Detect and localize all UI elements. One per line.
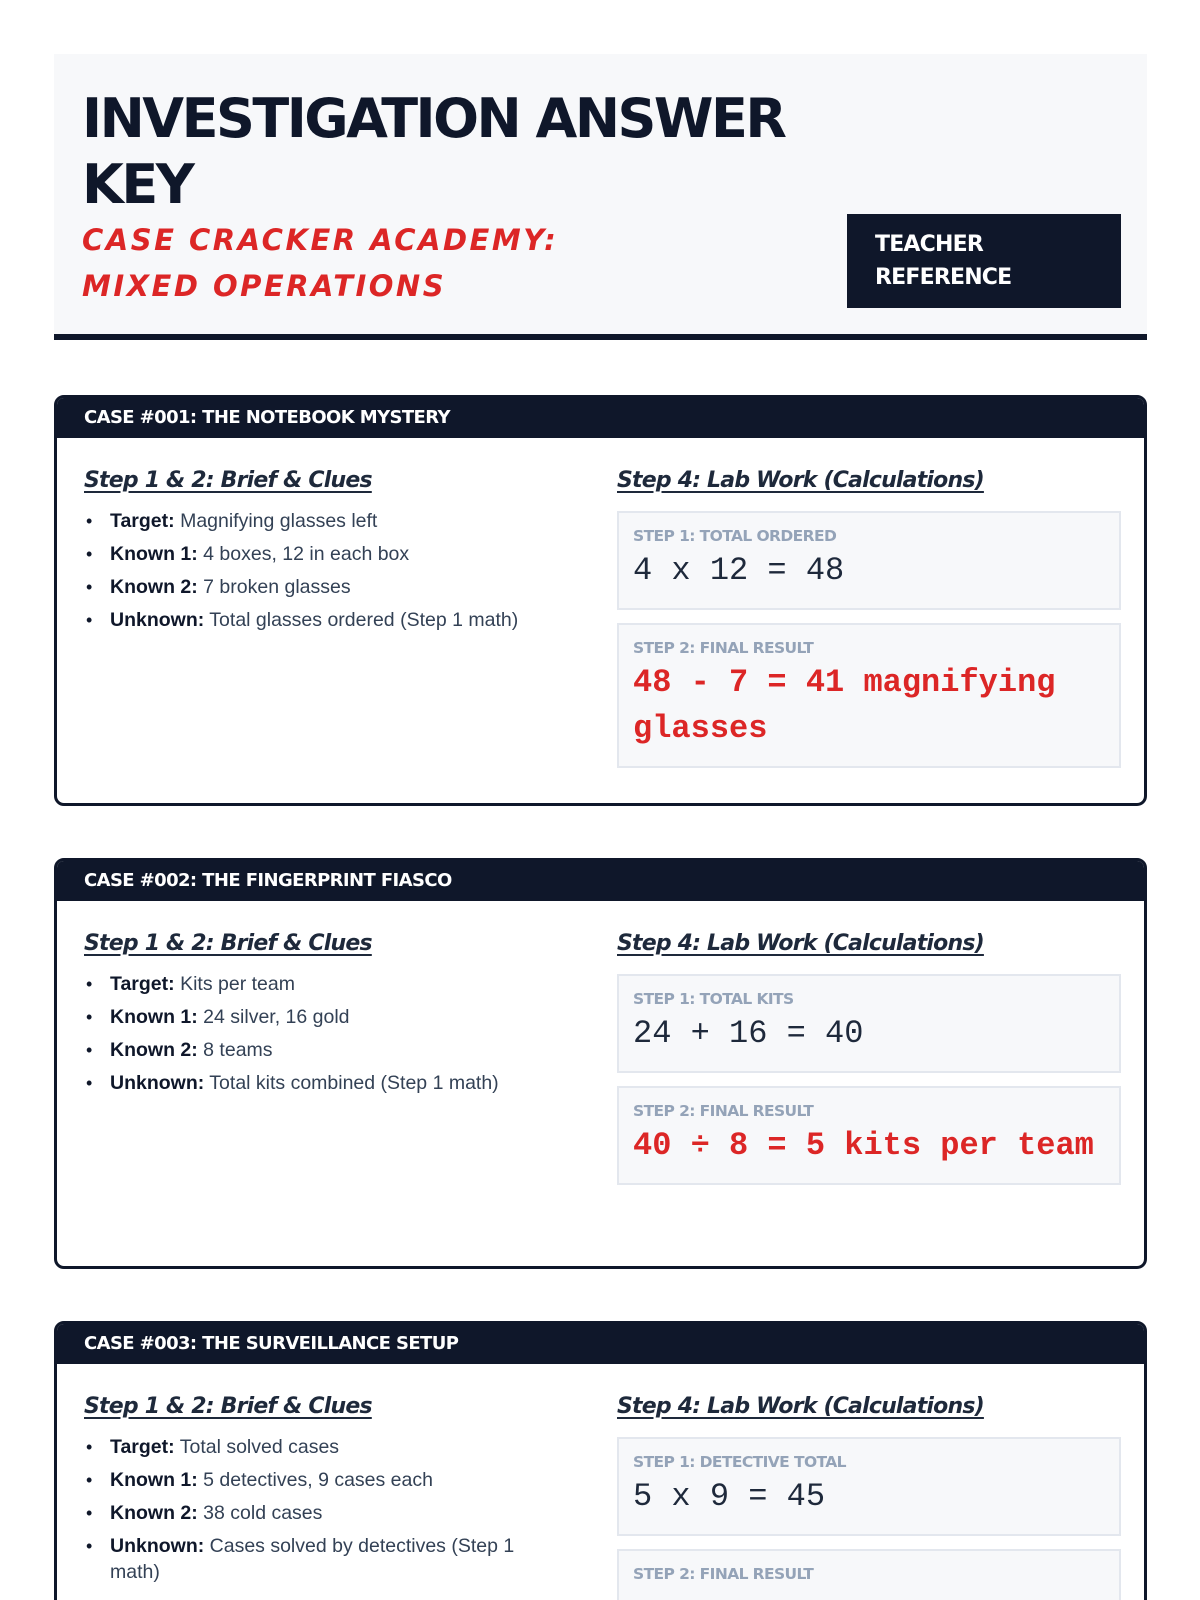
- clue-text: 4 boxes, 12 in each box: [197, 543, 410, 565]
- step1-label: STEP 1: TOTAL ORDERED: [633, 527, 837, 545]
- clue-label: Target:: [110, 973, 175, 995]
- clue-item: [84, 574, 564, 600]
- clue-item: [84, 607, 564, 633]
- brief-column: [84, 929, 564, 1103]
- lab-section-title: Step 4: Lab Work (Calculations): [617, 468, 984, 493]
- clue-item: [84, 508, 564, 534]
- clue-text: 7 broken glasses: [197, 576, 351, 598]
- clue-label: Known 2:: [110, 1502, 198, 1524]
- case-header: CASE #003: THE SURVEILLANCE SETUP: [57, 1324, 1144, 1364]
- case-card: [54, 395, 1147, 806]
- clue-item: [84, 541, 564, 567]
- clue-text: 24 silver, 16 gold: [197, 1006, 350, 1028]
- brief-column: [84, 466, 564, 640]
- case-header: CASE #002: THE FINGERPRINT FIASCO: [57, 861, 1144, 901]
- clue-label: Known 1:: [110, 543, 198, 565]
- clue-label: Target:: [110, 510, 175, 532]
- page-header: [54, 54, 1147, 340]
- clue-item: [84, 971, 564, 997]
- step1-value: 24 + 16 = 40: [633, 1015, 864, 1052]
- clue-item: [84, 1037, 564, 1063]
- case-card: [54, 858, 1147, 1269]
- clue-list: [84, 508, 564, 633]
- lab-column: [617, 929, 1121, 1185]
- teacher-reference-badge: TEACHER REFERENCE: [847, 214, 1121, 308]
- clue-label: Unknown:: [110, 1535, 205, 1557]
- case-card: [54, 1321, 1147, 1600]
- step1-box: [617, 1437, 1121, 1536]
- clue-label: Known 1:: [110, 1006, 198, 1028]
- clue-label: Known 1:: [110, 1469, 198, 1491]
- case-header: CASE #001: THE NOTEBOOK MYSTERY: [57, 398, 1144, 438]
- clue-text: 8 teams: [197, 1039, 273, 1061]
- page-subtitle: CASE CRACKER ACADEMY: MIXED OPERATIONS: [82, 223, 559, 303]
- clue-item: [84, 1533, 564, 1585]
- clue-label: Known 2:: [110, 576, 198, 598]
- lab-section-title: Step 4: Lab Work (Calculations): [617, 1394, 984, 1419]
- step2-label: STEP 2: FINAL RESULT: [633, 639, 814, 657]
- clue-item: [84, 1500, 564, 1526]
- brief-section-title: Step 1 & 2: Brief & Clues: [84, 1394, 372, 1419]
- step1-label: STEP 1: TOTAL KITS: [633, 990, 794, 1008]
- clue-label: Known 2:: [110, 1039, 198, 1061]
- clue-item: [84, 1467, 564, 1493]
- brief-section-title: Step 1 & 2: Brief & Clues: [84, 931, 372, 956]
- clue-text: Magnifying glasses left: [174, 510, 378, 532]
- step2-label: STEP 2: FINAL RESULT: [633, 1102, 814, 1120]
- step2-box: [617, 1086, 1121, 1185]
- step1-box: [617, 511, 1121, 610]
- clue-label: Unknown:: [110, 609, 205, 631]
- clue-item: [84, 1070, 564, 1096]
- page-title: INVESTIGATION ANSWER KEY: [82, 87, 785, 216]
- step1-value: 5 x 9 = 45: [633, 1478, 826, 1515]
- step2-box: [617, 623, 1121, 768]
- clue-label: Unknown:: [110, 1072, 205, 1094]
- clue-text: 5 detectives, 9 cases each: [197, 1469, 433, 1491]
- clue-list: [84, 1434, 564, 1585]
- lab-column: [617, 466, 1121, 768]
- clue-item: [84, 1434, 564, 1460]
- clue-label: Target:: [110, 1436, 175, 1458]
- brief-column: [84, 1392, 564, 1592]
- lab-section-title: Step 4: Lab Work (Calculations): [617, 931, 984, 956]
- step1-value: 4 x 12 = 48: [633, 552, 845, 589]
- clue-text: Total glasses ordered (Step 1 math): [204, 609, 519, 631]
- clue-text: Total kits combined (Step 1 math): [204, 1072, 499, 1094]
- brief-section-title: Step 1 & 2: Brief & Clues: [84, 468, 372, 493]
- clue-text: Cases solved by detectives (Step 1 math): [110, 1535, 515, 1583]
- clue-text: 38 cold cases: [197, 1502, 323, 1524]
- final-result: 48 - 7 = 41 magnifying glasses: [633, 664, 1056, 747]
- clue-text: Kits per team: [174, 973, 295, 995]
- step2-box: [617, 1549, 1121, 1600]
- final-result: 40 ÷ 8 = 5 kits per team: [633, 1127, 1094, 1164]
- clue-item: [84, 1004, 564, 1030]
- step1-label: STEP 1: DETECTIVE TOTAL: [633, 1453, 846, 1471]
- step2-label: STEP 2: FINAL RESULT: [633, 1565, 814, 1583]
- clue-list: [84, 971, 564, 1096]
- lab-column: [617, 1392, 1121, 1600]
- clue-text: Total solved cases: [174, 1436, 340, 1458]
- step1-box: [617, 974, 1121, 1073]
